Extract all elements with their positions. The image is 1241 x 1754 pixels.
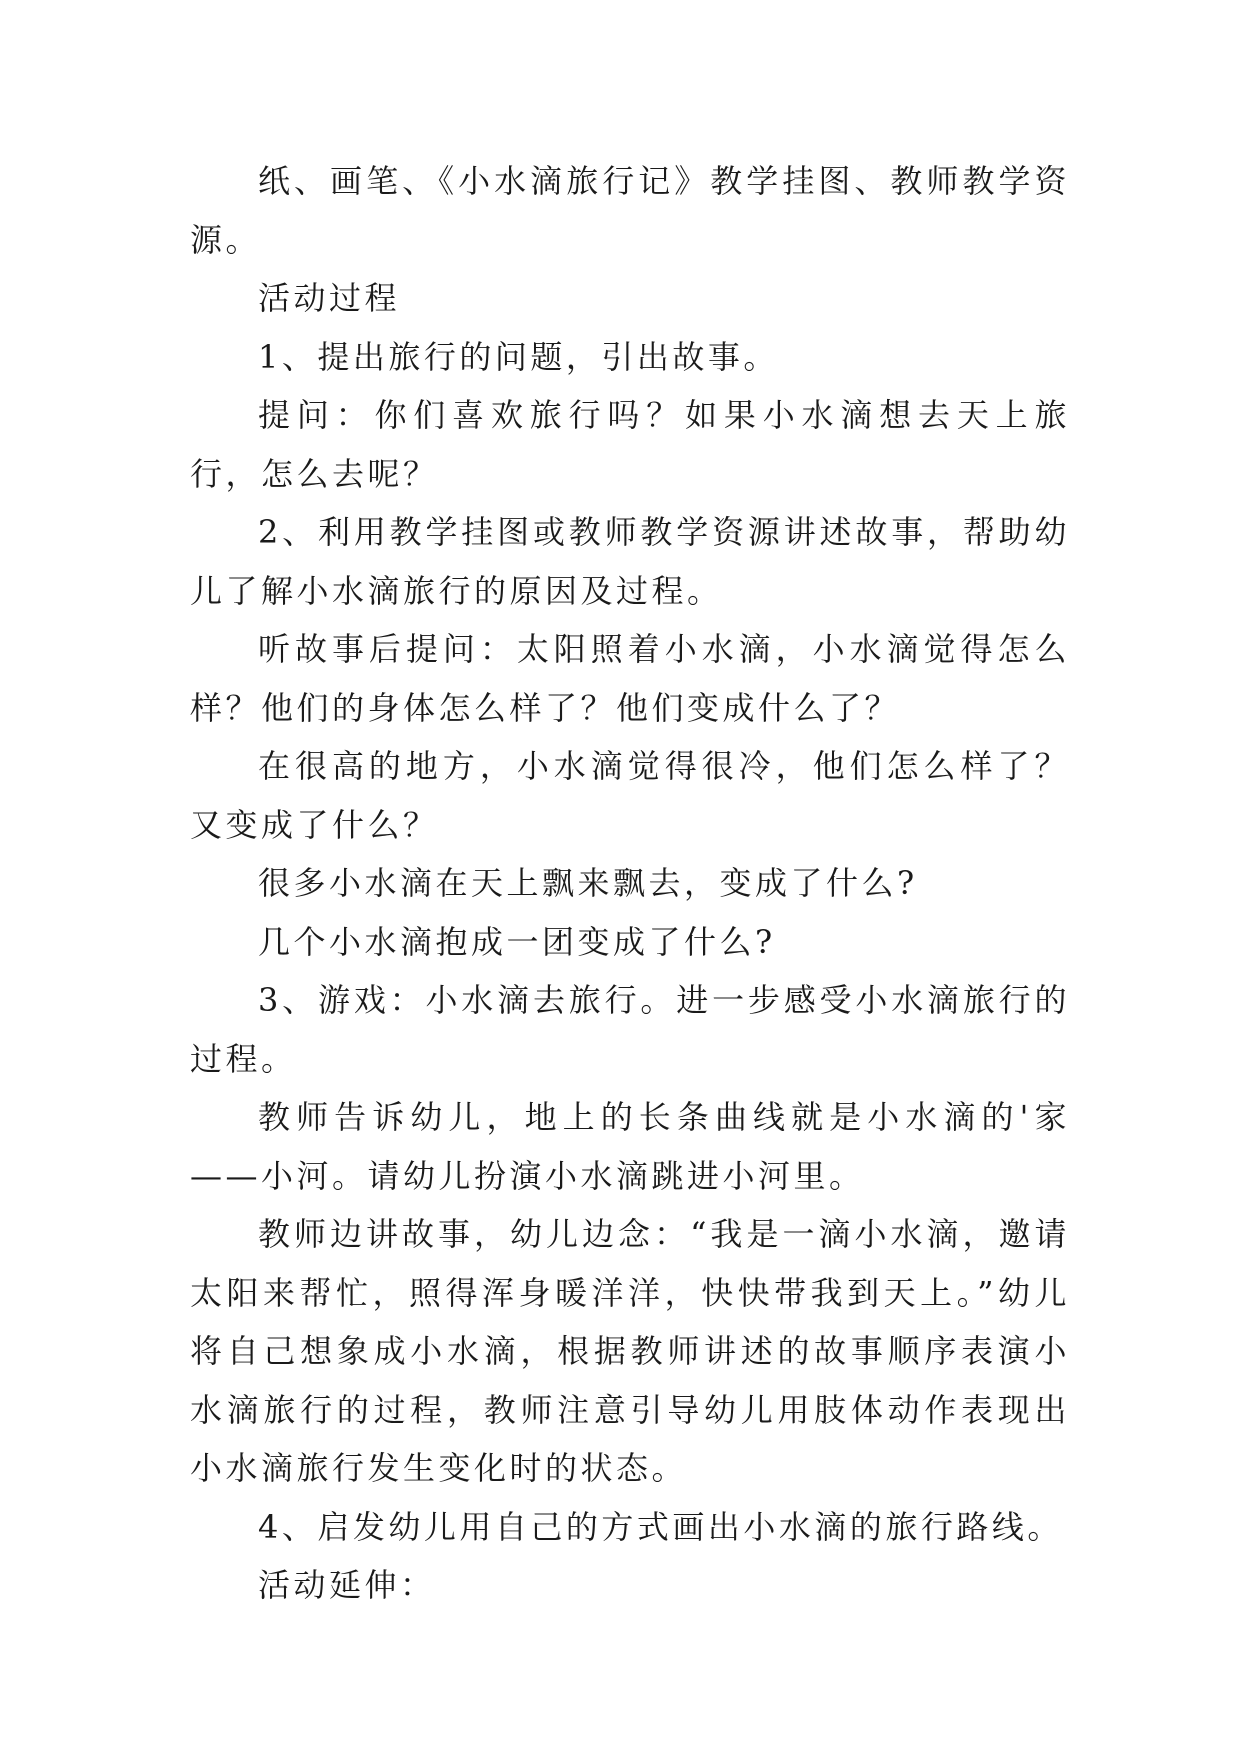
paragraph-step-1: 1、提出旅行的问题，引出故事。 [258, 337, 779, 376]
paragraph-question-floating: 很多小水滴在天上飘来飘去，变成了什么? [258, 864, 918, 902]
heading-activity-process: 活动过程 [258, 279, 401, 317]
paragraph-question-cluster: 几个小水滴抱成一团变成了什么? [258, 922, 776, 961]
paragraph-question-sun: 听故事后提问：太阳照着小水滴，小水滴觉得怎么样？他们的身体怎么样了？他们变成什么了？ [190, 630, 1070, 727]
paragraph-step-3: 3、游戏：小水滴去旅行。进一步感受小水滴旅行的过程。 [190, 981, 1070, 1078]
paragraph-step-2: 2、利用教学挂图或教师教学资源讲述故事，帮助幼儿了解小水滴旅行的原因及过程。 [190, 513, 1070, 610]
heading-activity-extension: 活动延伸： [258, 1566, 436, 1604]
paragraph-materials: 纸、画笔、《小水滴旅行记》教学挂图、教师教学资源。 [190, 162, 1070, 259]
document-body [190, 152, 1070, 1615]
paragraph-question-travel: 提问：你们喜欢旅行吗？如果小水滴想去天上旅行，怎么去呢？ [190, 396, 1070, 493]
paragraph-question-cold: 在很高的地方，小水滴觉得很冷，他们怎么样了？又变成了什么？ [190, 747, 1070, 844]
paragraph-chant: 教师边讲故事，幼儿边念：“我是一滴小水滴，邀请太阳来帮忙，照得浑身暖洋洋，快快带我到天上。”幼儿将自己想象成小水滴，根据教师讲述的故事顺序表演小水滴旅行的过程，教师注意引导幼儿用肢体动作表现出小水滴旅行发生变化时的状态。 [190, 1215, 1070, 1487]
paragraph-step-4: 4、启发幼儿用自己的方式画出小水滴的旅行路线。 [258, 1507, 1063, 1546]
paragraph-river-home: 教师告诉幼儿，地上的长条曲线就是小水滴的'家——小河。请幼儿扮演小水滴跳进小河里。 [190, 1098, 1070, 1195]
